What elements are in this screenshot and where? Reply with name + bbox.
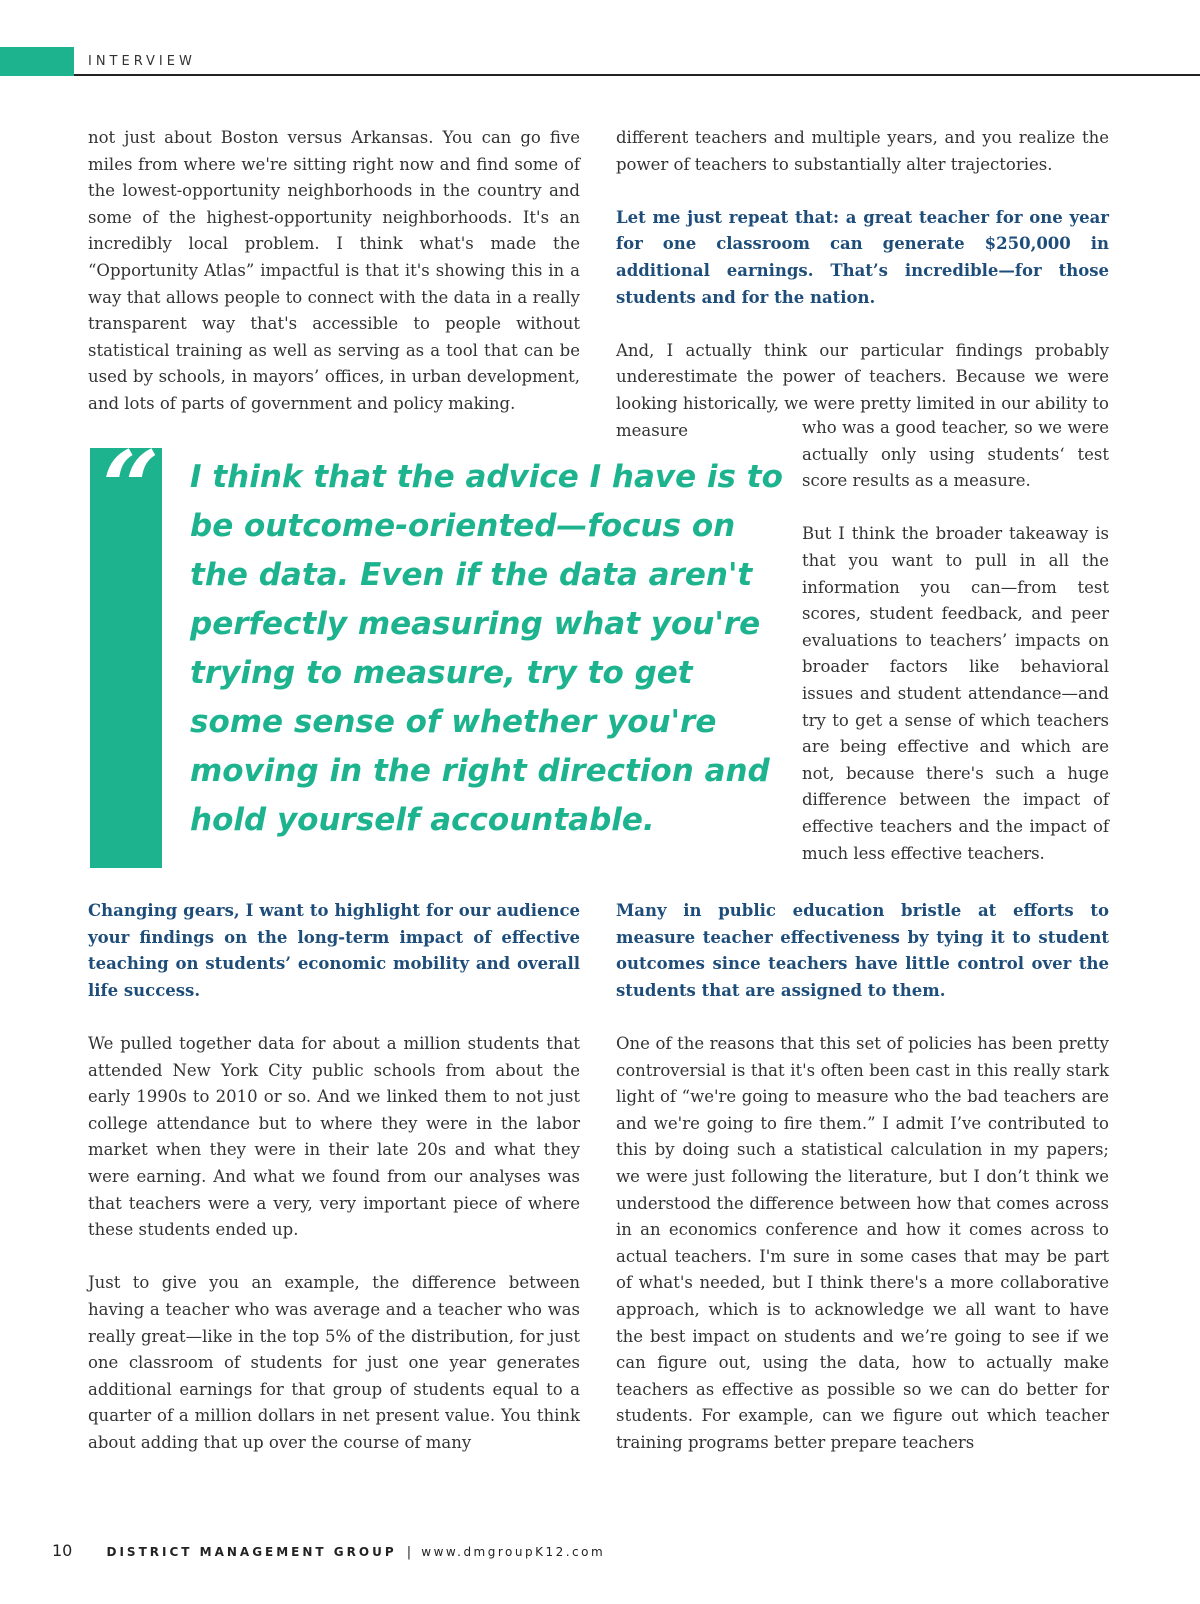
header-rule [74, 74, 1200, 76]
column-2-continued [802, 415, 1109, 867]
section-label: INTERVIEW [88, 54, 196, 69]
page-footer [52, 1541, 605, 1560]
interview-question: Let me just repeat that: a great teacher for one year for one classroom can generate $250,000 in additional earnings. That’s incredible—for those students and for the nation. [616, 207, 1109, 307]
publisher-url: www.dmgroupK12.com [421, 1545, 606, 1559]
body-paragraph: One of the reasons that this set of policies has been pretty controversial is that it's often been cast in this really stark light of “we're going to measure who the bad teachers are and we're going to fire them.” I admit I’ve contributed to this by doing such a statistical calculation in my papers; we were just following the literature, but I don’t think we understood the difference between how that comes across in an economics conference and how it comes across to actual teachers. I'm sure in some cases that may be part of what's needed, but I think there's a more collaborative approach, which is to acknowledge we all want to have the best impact on students and we’re going to see if we can figure out, using the data, how to actually make teachers as effective as possible so we can do better for students. For example, can we figure out which teacher training programs better prepare teachers [616, 1033, 1109, 1452]
publisher-name: DISTRICT MANAGEMENT GROUP [106, 1545, 397, 1559]
quote-mark-icon: “ [102, 429, 160, 547]
body-paragraph: And, I actually think our particular findings probably underestimate the power of teachers. Because we were looking historically, we were pretty limited in our ability to measure [616, 340, 1109, 440]
column-2 [616, 125, 1109, 444]
column-3 [88, 898, 580, 1456]
column-1 [88, 125, 580, 418]
body-paragraph: We pulled together data for about a million students that attended New York City public schools from about the early 1990s to 2010 or so. And we linked them to not just college attendance but to where they were in the labor market when they were in their late 20s and what they were earning. And what we found from our analyses was that teachers were a very, very important piece of where these students ended up. [88, 1033, 580, 1240]
interview-question: Changing gears, I want to highlight for our audience your findings on the long-term impact of effective teaching on students’ economic mobility and overall life success. [88, 901, 580, 1000]
footer-separator: | [406, 1545, 412, 1560]
body-paragraph: Just to give you an example, the difference between having a teacher who was average and a teacher who was really great—like in the top 5% of the distribution, for just one classroom of students for just one year generates additional earnings for that group of students equal to a quarter of a million dollars in net present value. You think about adding that up over the course of many [88, 1273, 580, 1452]
pull-quote: I think that the advice I have is to be outcome-oriented—focus on the data. Even if the data aren't perfectly measuring what you're trying to measure, try to get some sense of whether you're moving in the right direction and hold yourself accountable. [190, 459, 783, 838]
body-paragraph: But I think the broader takeaway is that you want to pull in all the information you can—from test scores, student feedback, and peer evaluations to teachers’ impacts on broader factors like behavioral issues and student attendance—and try to get a sense of which teachers are being effective and which are not, because there's such a huge difference between the impact of effective teachers and the impact of much less effective teachers. [802, 524, 1109, 863]
interview-question: Many in public education bristle at efforts to measure teacher effectiveness by tying it to student outcomes since teachers have little control over the students that are assigned to them. [616, 901, 1109, 1000]
body-paragraph: different teachers and multiple years, and you realize the power of teachers to substantially alter trajectories. [616, 128, 1109, 174]
column-4 [616, 898, 1109, 1456]
body-paragraph: who was a good teacher, so we were actually only using students‘ test score results as a measure. [802, 418, 1109, 491]
body-paragraph: not just about Boston versus Arkansas. You can go five miles from where we're sitting right now and find some of the lowest-opportunity neighborhoods in the country and some of the highest-opportunity neighborhoods. It's an incredibly local problem. I think what's made the “Opportunity Atlas” impactful is that it's showing this in a way that allows people to connect with the data in a really transparent way that's accessible to people without statistical training as well as serving as a tool that can be used by schools, in mayors’ offices, in urban development, and lots of parts of government and policy making. [88, 128, 580, 413]
section-tab [0, 47, 74, 76]
page-number: 10 [52, 1541, 73, 1560]
